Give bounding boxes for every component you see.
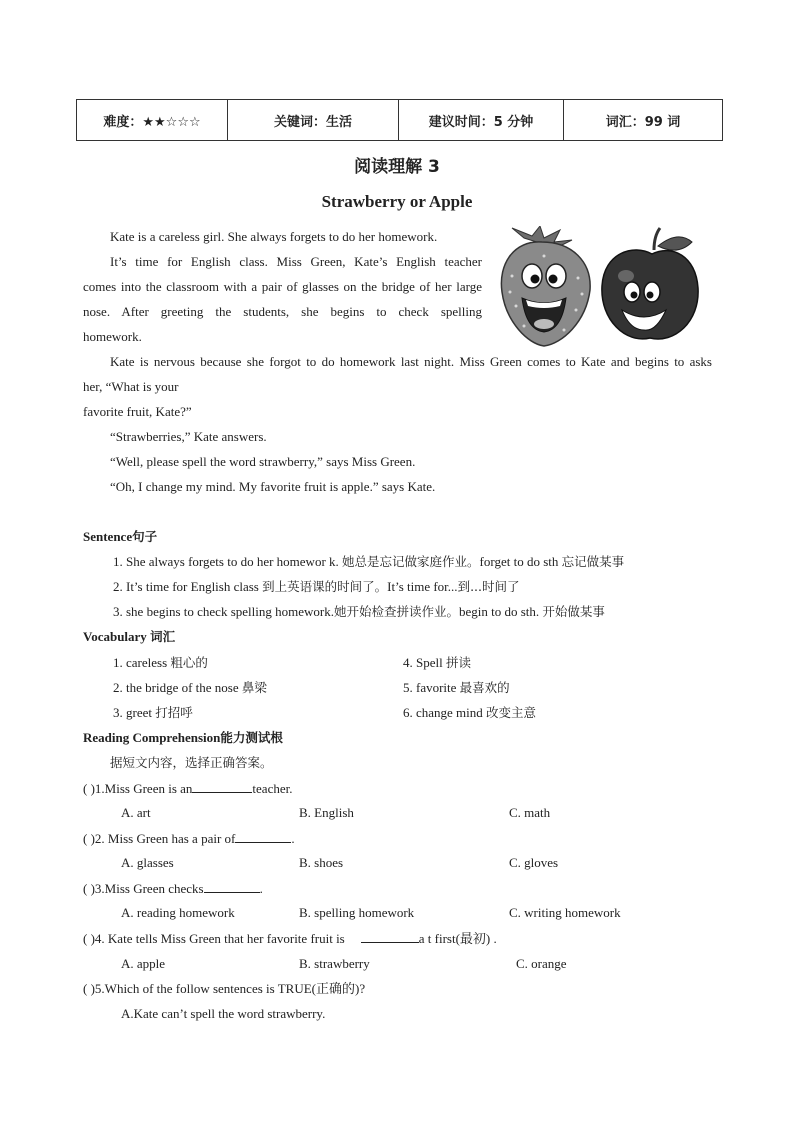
story-para-1: Kate is a careless girl. She always forgets to do her homework. <box>110 229 438 244</box>
q3-option-a: A. reading homework <box>121 905 235 920</box>
strawberry-apple-illustration <box>494 226 704 350</box>
info-table <box>76 99 723 141</box>
time-cell: 建议时间：5 分钟 <box>399 100 564 141</box>
vocab-item-3: 3. greet 打招呼 <box>113 705 193 720</box>
question-5: ( )5.Which of the follow sentences is TRUE(正确的)? <box>83 981 366 996</box>
comprehension-instruction: 据短文内容，选择正确答案。 <box>110 755 273 770</box>
story-title: Strawberry or Apple <box>321 192 473 211</box>
vocab-item-4: 4. Spell 拼读 <box>403 655 471 670</box>
apple-icon <box>602 228 698 339</box>
q3-option-b: B. spelling homework <box>299 905 415 920</box>
vocab-item-5: 5. favorite 最喜欢的 <box>403 680 510 695</box>
vocab-cell: 词汇：99 词 <box>564 100 723 141</box>
story-para-6: “Oh, I change my mind. My favorite fruit is apple.” says Kate. <box>110 479 436 494</box>
sentence-heading: Sentence句子 <box>83 529 158 544</box>
q4-option-b: B. strawberry <box>299 956 370 971</box>
question-2: ( )2. Miss Green has a pair of . <box>83 831 295 846</box>
answer-blank[interactable] <box>192 780 252 793</box>
q3-option-c: C. writing homework <box>509 905 621 920</box>
question-3: ( )3.Miss Green checks . <box>83 881 263 896</box>
story-para-3-line-2: her, “What is your <box>83 379 179 394</box>
story-para-2-line-4: homework. <box>83 329 142 344</box>
story-para-2-line-2: comes into the classroom with a pair of glasses on the bridge of her large <box>83 279 482 294</box>
q5-option-a: A.Kate can’t spell the word strawberry. <box>121 1006 326 1021</box>
sentence-item-2: 2. It’s time for English class 到上英语课的时间了。It’s time for...到...时间了 <box>113 579 520 594</box>
story-para-3-line-1: Kate is nervous because she forgot to do homework last night. Miss Green comes to Kate and begins to asks <box>110 354 712 369</box>
difficulty-cell: 难度：★★☆☆☆ <box>77 100 228 141</box>
sentence-item-3: 3. she begins to check spelling homework.她开始检查拼读作业。begin to do sth. 开始做某事 <box>113 604 605 619</box>
q2-option-c: C. gloves <box>509 855 559 870</box>
q1-option-a: A. art <box>121 805 151 820</box>
keywords-cell: 关键词：生活 <box>228 100 399 141</box>
vocab-item-2: 2. the bridge of the nose 鼻梁 <box>113 680 267 695</box>
sentence-item-1: 1. She always forgets to do her homewor k. 她总是忘记做家庭作业。forget to do sth 忘记做某事 <box>113 554 625 569</box>
story-para-2-line-1: It’s time for English class. Miss Green, Kate’s English teacher <box>110 254 482 269</box>
story-para-3-line-3: favorite fruit, Kate?” <box>83 404 192 419</box>
page-title: 阅读理解 3 <box>354 157 440 177</box>
question-1: ( )1.Miss Green is an teacher. <box>83 781 293 796</box>
vocab-item-6: 6. change mind 改变主意 <box>403 705 537 720</box>
answer-blank[interactable] <box>204 880 260 893</box>
q4-option-a: A. apple <box>121 956 166 971</box>
answer-blank[interactable] <box>361 930 419 943</box>
story-para-2-line-3: nose. After greeting the students, she begins to check spelling <box>83 304 482 319</box>
answer-blank[interactable] <box>235 830 291 843</box>
q1-option-b: B. English <box>299 805 354 820</box>
vocab-item-1: 1. careless 粗心的 <box>113 655 208 670</box>
vocabulary-heading: Vocabulary 词汇 <box>83 629 176 644</box>
comprehension-heading: Reading Comprehension能力测试根 <box>83 730 283 745</box>
q1-option-c: C. math <box>509 805 551 820</box>
strawberry-icon <box>501 226 590 346</box>
question-4: ( )4. Kate tells Miss Green that her favorite fruit is a t first(最初) . <box>83 931 497 946</box>
q4-option-c: C. orange <box>516 956 567 971</box>
story-para-4: “Strawberries,” Kate answers. <box>110 429 267 444</box>
story-para-5: “Well, please spell the word strawberry,” says Miss Green. <box>110 454 416 469</box>
q2-option-b: B. shoes <box>299 855 344 870</box>
q2-option-a: A. glasses <box>121 855 174 870</box>
